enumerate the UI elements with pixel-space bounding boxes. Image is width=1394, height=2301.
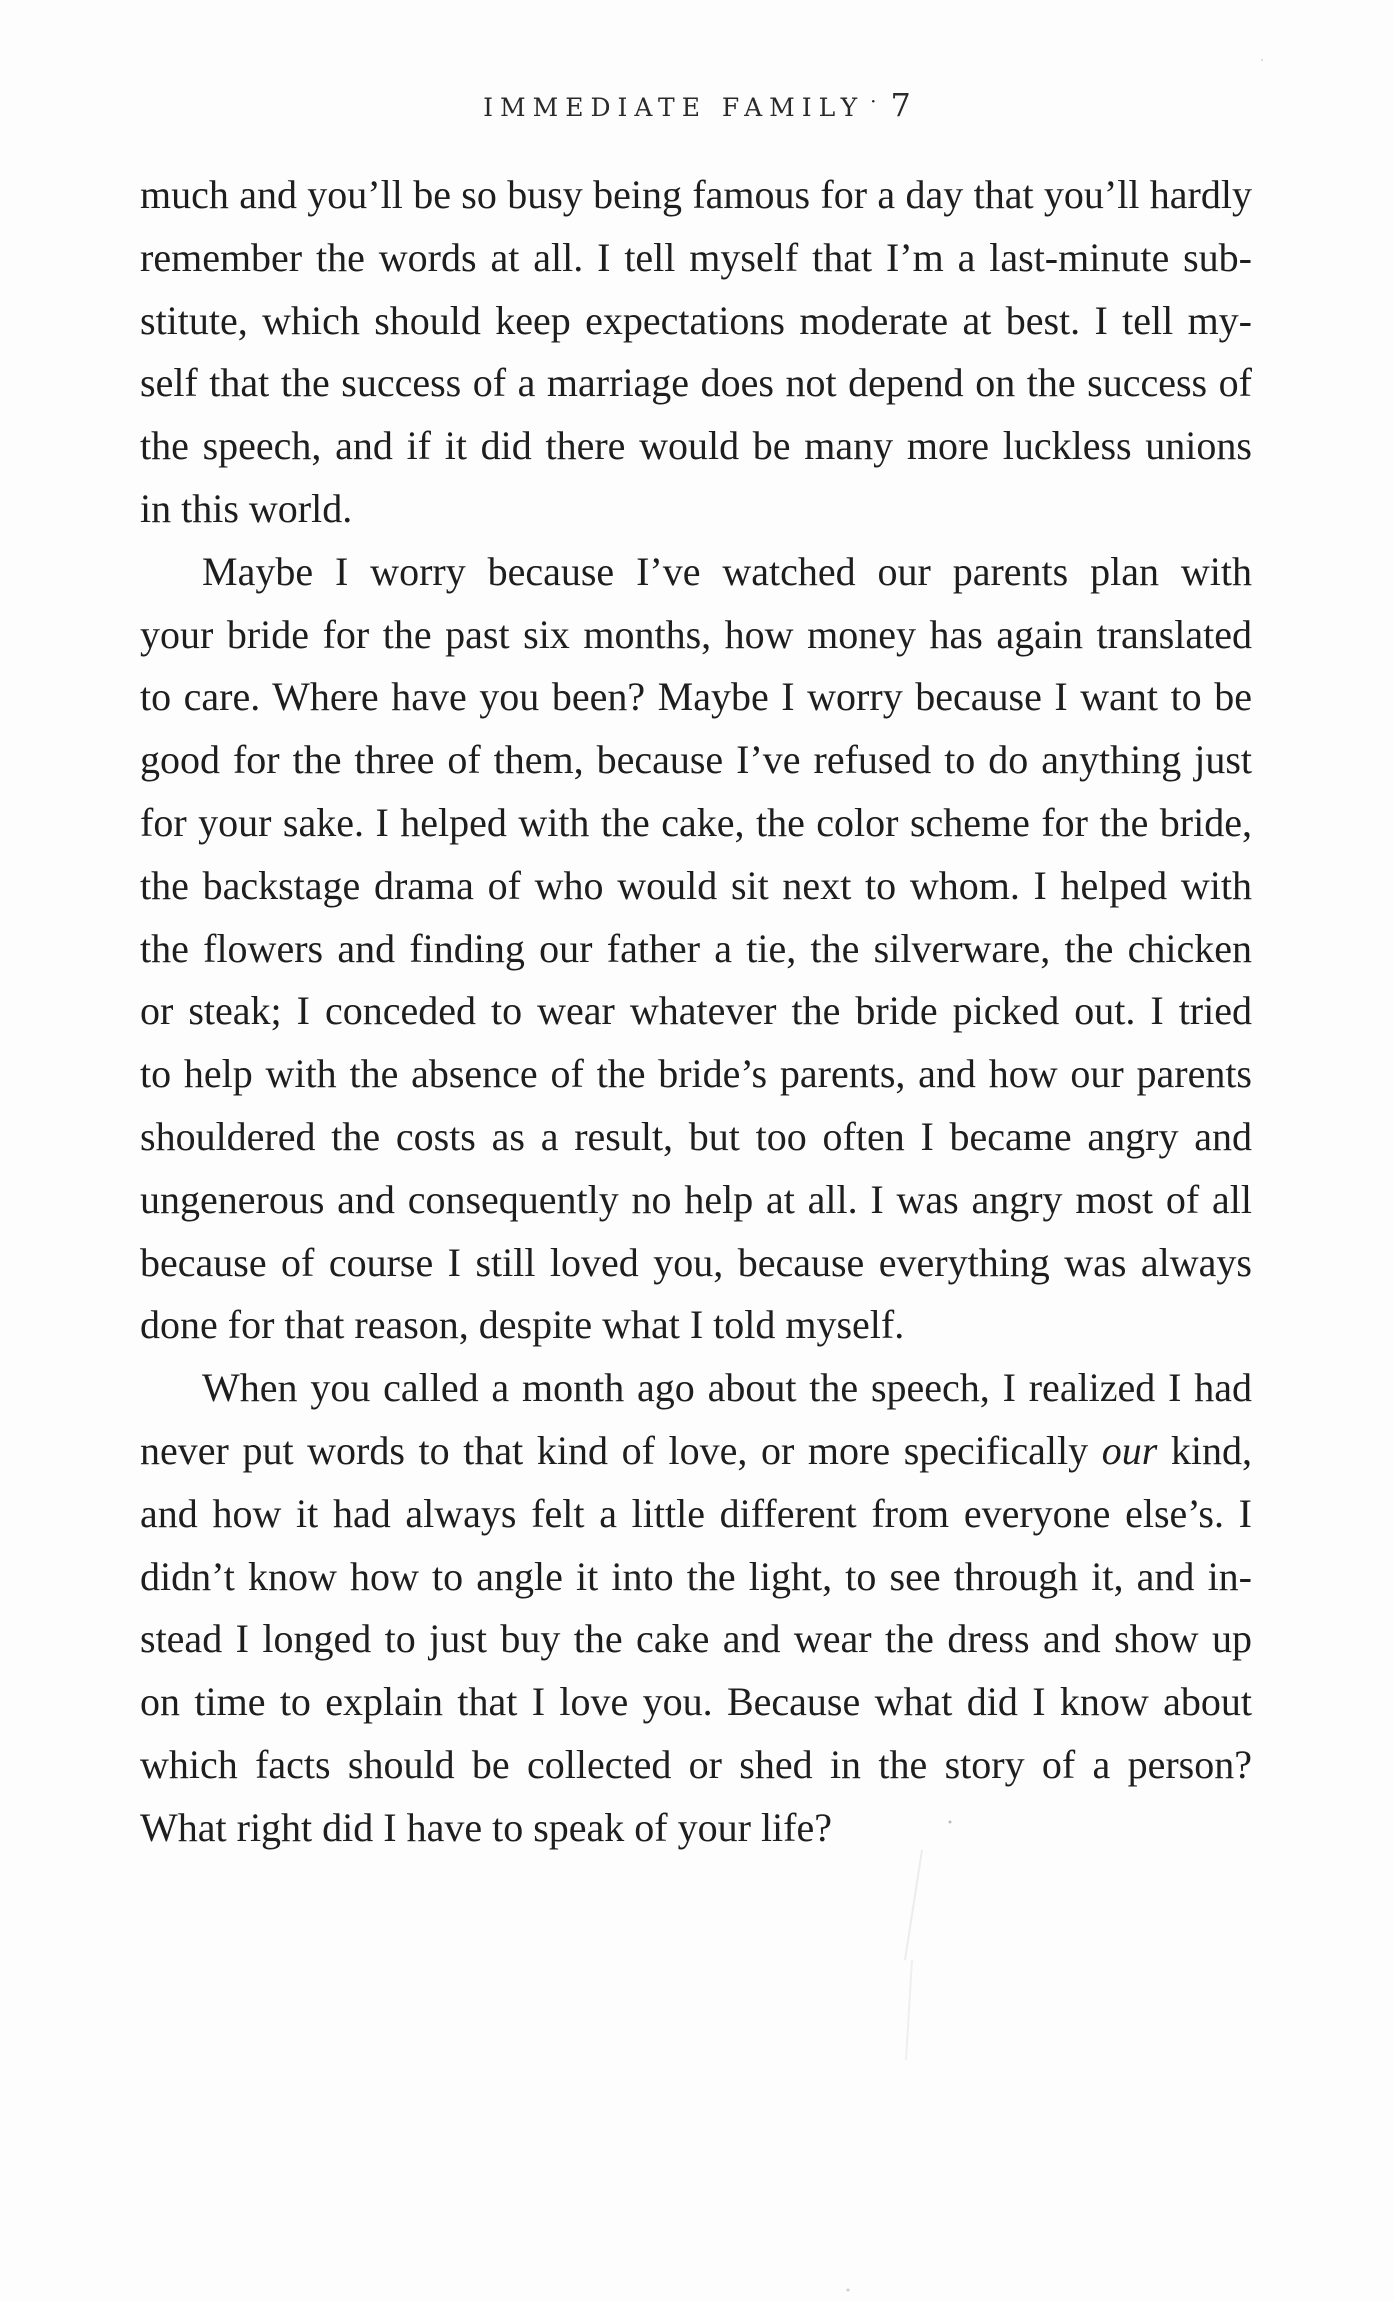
text-line: shouldered the costs as a result, but too often I became angry and (140, 1113, 1252, 1159)
text-line: Maybe I worry because I’ve watched our parents plan with (202, 548, 1252, 594)
text-line: to care. Where have you been? Maybe I worry because I want to be (140, 674, 1252, 720)
text-line: in this world. (140, 485, 353, 531)
text-line: ungenerous and consequently no help at all. I was angry most of all (140, 1176, 1252, 1222)
scan-scratch (905, 1850, 922, 1960)
text-line: to help with the absence of the bride’s parents, and how our parents (140, 1051, 1252, 1097)
text-line: the speech, and if it did there would be many more luckless unions (140, 423, 1252, 469)
text-line: and how it had always felt a little different from everyone else’s. I (140, 1490, 1252, 1536)
text-line: good for the three of them, because I’ve refused to do anything just (140, 737, 1252, 783)
text-segment: never put words to that kind of love, or more specifically (140, 1427, 1102, 1473)
scan-speck (949, 1821, 952, 1824)
text-line: stead I longed to just buy the cake and wear the dress and show up (140, 1616, 1252, 1662)
running-title: IMMEDIATE FAMILY (483, 93, 865, 122)
text-line: What right did I have to speak of your life? (140, 1804, 832, 1850)
scan-speck (847, 2289, 850, 2292)
text-line: on time to explain that I love you. Because what did I know about (140, 1679, 1252, 1725)
text-line: done for that reason, despite what I told myself. (140, 1302, 905, 1348)
text-line: When you called a month ago about the speech, I realized I had (202, 1365, 1252, 1411)
emphasized-word: our (1101, 1427, 1158, 1473)
text-line: which facts should be collected or shed in the story of a person? (140, 1741, 1252, 1787)
text-line: much and you’ll be so busy being famous for a day that you’ll hardly (140, 172, 1252, 217)
text-line: stitute, which should keep expectations moderate at best. I tell my- (140, 297, 1252, 343)
text-line: self that the success of a marriage does not depend on the success of (140, 360, 1252, 406)
text-line: the flowers and finding our father a tie, the silverware, the chicken (140, 925, 1252, 971)
text-line: because of course I still loved you, because everything was always (140, 1239, 1252, 1285)
page-number: 7 (890, 86, 911, 124)
text-line: remember the words at all. I tell myself that I’m a last-minute sub- (140, 234, 1252, 280)
text-line: didn’t know how to angle it into the light, to see through it, and in- (140, 1553, 1252, 1599)
scan-speck (1261, 59, 1263, 61)
text-line: or steak; I conceded to wear whatever the bride picked out. I tried (140, 988, 1252, 1034)
header-separator: · (870, 89, 877, 113)
scan-scratch (906, 1960, 912, 2060)
text-line: for your sake. I helped with the cake, the color scheme for the bride, (140, 799, 1252, 845)
text-line: the backstage drama of who would sit next to whom. I helped with (140, 862, 1252, 908)
text-line: your bride for the past six months, how money has again translated (140, 611, 1252, 657)
text-segment: kind, (1157, 1427, 1252, 1473)
